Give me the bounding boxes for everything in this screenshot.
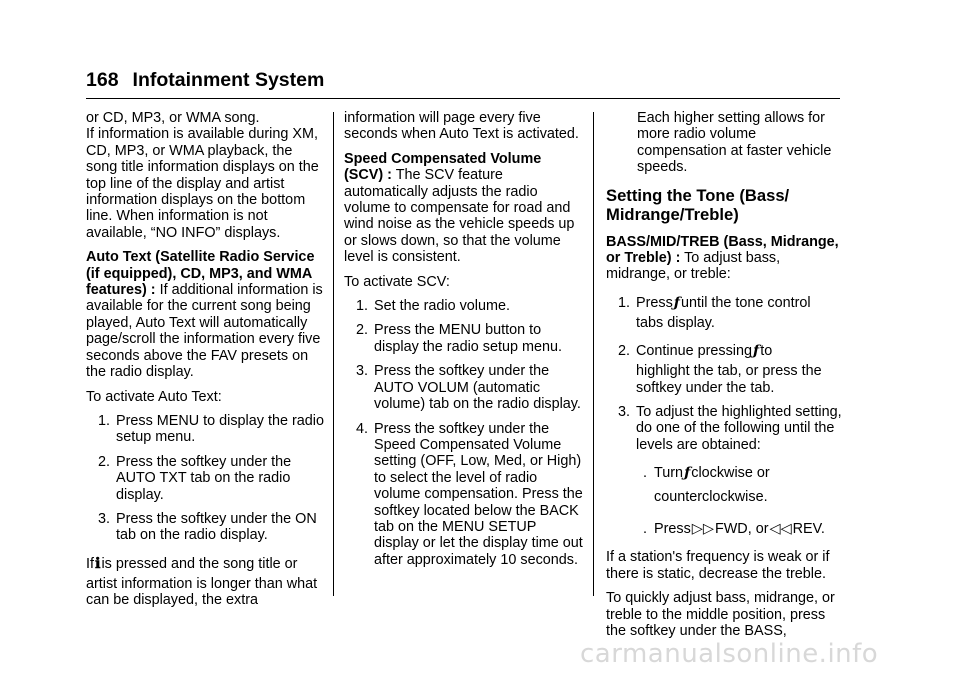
list-item [606, 339, 842, 363]
text: is pressed and the song title or [101, 555, 298, 572]
text: REV. [792, 521, 825, 538]
step-number: 2. [355, 322, 368, 339]
column-divider-2 [593, 112, 594, 596]
paragraph [606, 234, 842, 283]
column-1 [86, 110, 326, 617]
definition: The SCV feature automatically adjusts the radio volume to compensate for road and wind noise as the vehicle speeds up or slows down, so that the volume level is consistent. [344, 167, 575, 266]
column-2 [344, 110, 584, 576]
paragraph: artist information is longer than what can be displayed, the extra [86, 575, 318, 609]
paragraph [344, 151, 584, 266]
paragraph: To activate Auto Text: [86, 388, 222, 405]
seek-reverse-icon: ◁◁ [769, 521, 792, 538]
step-text: Press the MENU button to display the radio setup menu. [374, 322, 562, 355]
step-number: 3. [97, 510, 110, 527]
step-continuation: highlight the tab, or press the softkey under the tab. [636, 363, 822, 396]
term: Auto Text (Satellite Radio Service (if equipped), CD, MP3, and WMA features) : [86, 249, 315, 299]
step-number: 2. [617, 343, 630, 360]
paragraph: If a station's frequency is weak or if there is static, decrease the treble. [606, 549, 830, 582]
paragraph [86, 552, 326, 576]
text: If [86, 555, 94, 572]
text: until the tone control [681, 294, 811, 311]
paragraph [86, 249, 326, 380]
list-item [344, 298, 584, 314]
paragraph: or CD, MP3, or WMA song. [86, 110, 260, 126]
text: clockwise or [691, 465, 770, 482]
info-icon: ℹ [95, 554, 101, 572]
bullet-dot: . [643, 465, 647, 482]
step-text: Press the softkey under the Speed Compensated Volume setting (OFF, Low, Med, or High) to select the level of radio volume compensation. Press the softkey located below the BACK tab on the MENU SETUP display or let the display time out after approximately 10 seconds. [374, 420, 583, 568]
watermark: carmanualsonline.info [580, 639, 879, 669]
section-heading: Setting the Tone (Bass/ Midrange/Treble) [606, 185, 790, 224]
text: to [760, 343, 773, 360]
column-divider-1 [333, 112, 334, 596]
definition: If additional information is available for the current song being played, Auto Text will automatically page/scroll the information every five seconds above the FAV presets on the radio display. [86, 282, 323, 381]
step-number: 1. [355, 298, 368, 315]
paragraph: information will page every five seconds when Auto Text is activated. [344, 110, 579, 143]
list-item [606, 291, 842, 315]
step-text: Press the softkey under the AUTO VOLUM (automatic volume) tab on the radio display. [374, 363, 581, 413]
text: Press [654, 521, 691, 538]
step-number: 1. [617, 294, 630, 311]
step-number: 2. [97, 453, 110, 470]
term: BASS/MID/TREB (Bass, Midrange, or Treble) : [606, 233, 839, 267]
list-item [344, 363, 584, 412]
tone-knob-icon: ƒ [684, 464, 691, 482]
list-item [86, 511, 326, 544]
list-item [86, 413, 326, 446]
step-continuation: tabs display. [636, 314, 715, 331]
section-title: Infotainment System [132, 69, 325, 91]
page-number: 168 [86, 69, 119, 91]
list-item [86, 454, 326, 503]
step-text: To adjust the highlighted setting, do one of the following until the levels are obtained: [636, 404, 842, 453]
definition: To adjust bass, midrange, or treble: [606, 250, 781, 283]
paragraph: If information is available during XM, CD, MP3, or WMA playback, the song title information displays on the top line of the display and artist information displays on the bottom line. When information is not available, “NO INFO” displays. [86, 126, 319, 241]
list-item [344, 421, 584, 569]
column-3 [606, 110, 842, 647]
bullet-continuation: counterclockwise. [654, 489, 768, 506]
step-number: 4. [355, 420, 368, 437]
bullet-item [636, 517, 842, 541]
header-rule [86, 98, 840, 99]
seek-forward-icon: ▷▷ [691, 521, 714, 538]
page-header [86, 68, 324, 92]
bullet-item [636, 461, 842, 485]
text: Continue pressing [636, 343, 752, 360]
step-number: 1. [97, 412, 110, 429]
step-number: 3. [355, 363, 368, 380]
term: Speed Compensated Volume (SCV) : [344, 150, 542, 184]
bullet-dot: . [643, 521, 647, 538]
step-text: Set the radio volume. [374, 298, 510, 315]
step-text: Press the softkey under the AUTO TXT tab on the radio display. [116, 453, 292, 503]
step-number: 3. [617, 404, 630, 421]
paragraph: To quickly adjust bass, midrange, or treble to the middle position, press the softkey under the BASS, [606, 590, 835, 639]
tone-knob-icon: ƒ [673, 293, 680, 311]
tone-knob-icon: ƒ [753, 342, 760, 360]
list-item [606, 404, 842, 453]
text: Press [636, 294, 673, 311]
list-item [344, 322, 584, 355]
text: Turn [654, 465, 684, 482]
step-text: Press the softkey under the ON tab on the radio display. [116, 510, 317, 544]
step-text: Press MENU to display the radio setup menu. [116, 412, 324, 446]
text: FWD, or [714, 521, 769, 538]
paragraph: Each higher setting allows for more radio volume compensation at faster vehicle speeds. [637, 110, 832, 176]
paragraph: To activate SCV: [344, 273, 450, 290]
